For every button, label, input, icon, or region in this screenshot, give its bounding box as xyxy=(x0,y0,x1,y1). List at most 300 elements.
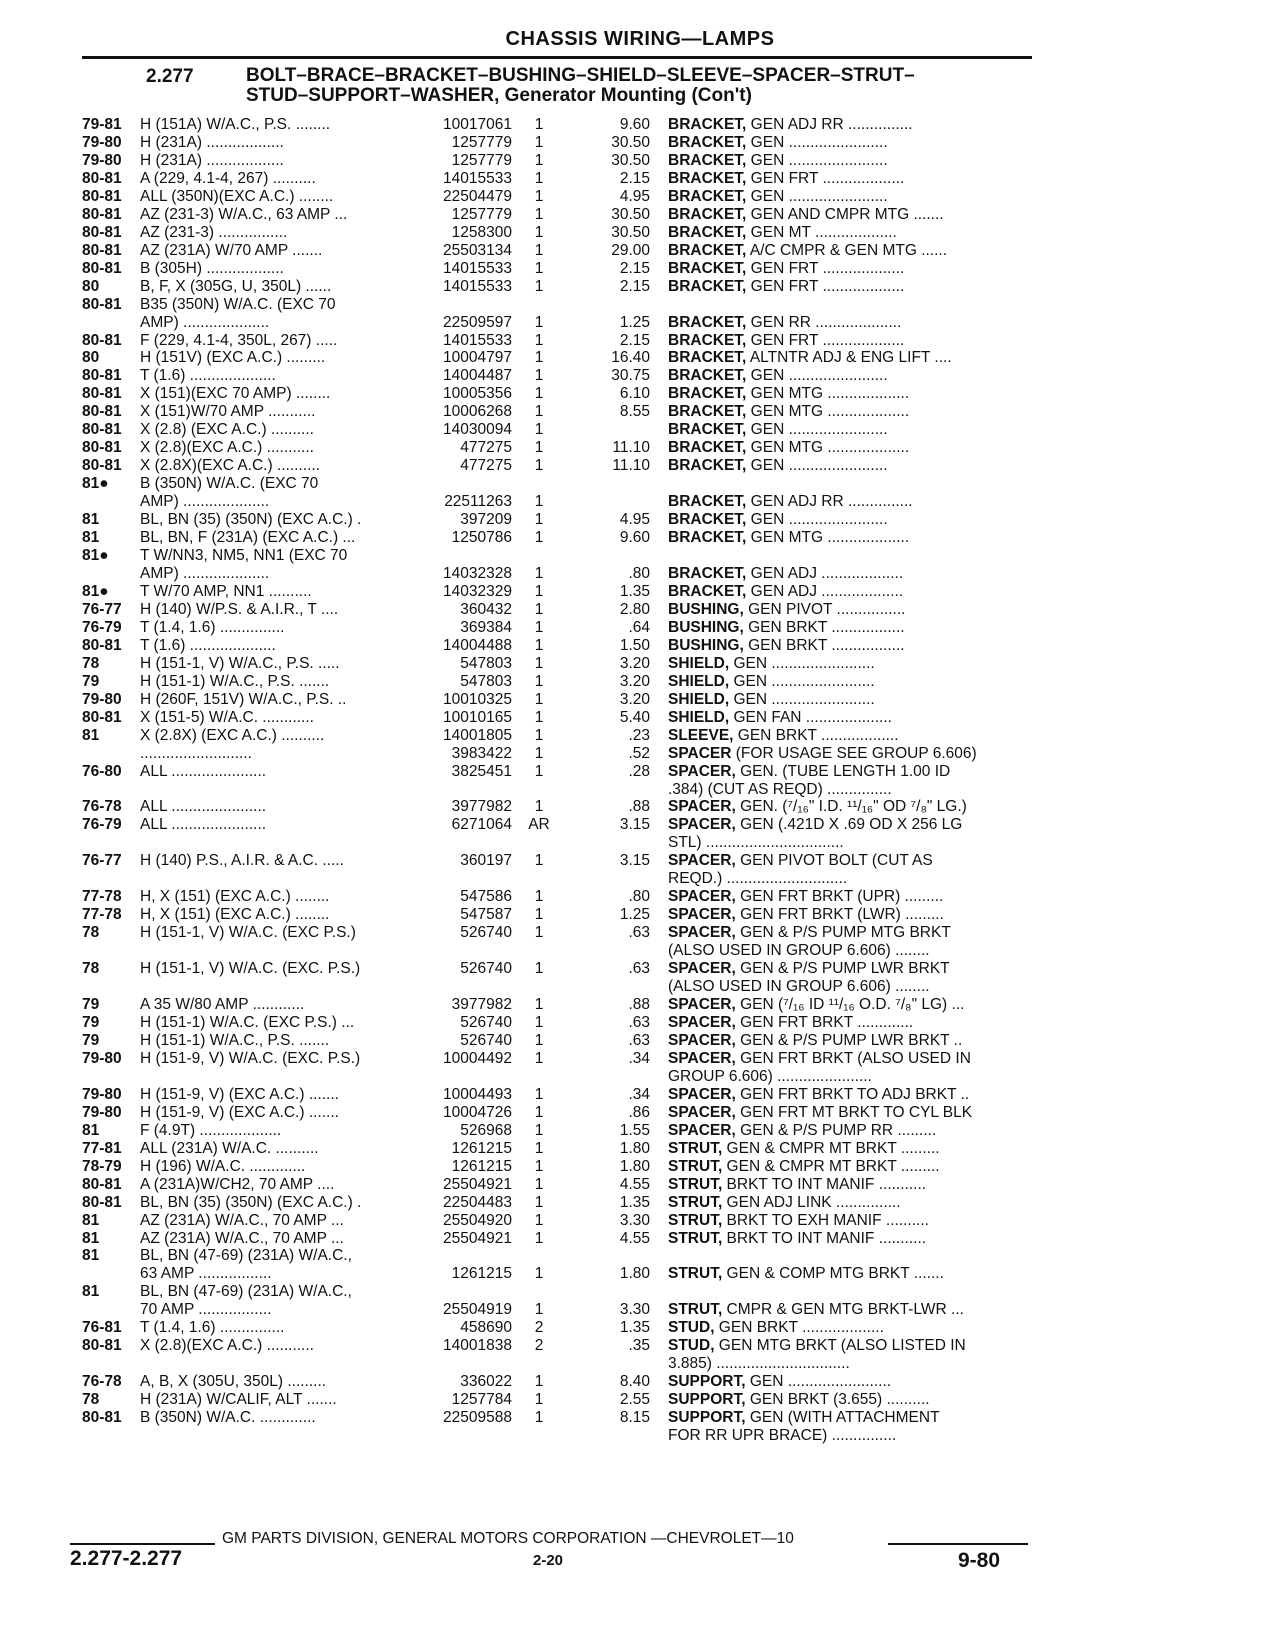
part-number-cell: 1257784 xyxy=(451,1391,512,1409)
application-cell: ALL ...................... xyxy=(140,816,267,834)
year-cell: 80-81 xyxy=(82,1409,122,1427)
part-number-cell: 14004488 xyxy=(443,636,512,654)
part-name-detail: GEN PIVOT BOLT (CUT AS xyxy=(735,852,933,870)
part-name-detail: BRKT TO INT MANIF ........... xyxy=(722,1229,927,1247)
quantity-cell: 1 xyxy=(534,439,544,457)
year-cell: 80-81 xyxy=(82,331,122,349)
part-name-cell xyxy=(668,888,1038,907)
part-number-cell: 336022 xyxy=(460,1373,512,1391)
part-number-cell: 10004492 xyxy=(443,1049,512,1067)
part-name-bold: BRACKET, xyxy=(668,421,747,439)
part-name-bold: SPACER, xyxy=(668,1103,736,1121)
part-name-detail: A/C CMPR & GEN MTG ...... xyxy=(746,241,948,259)
year-cell: 76-81 xyxy=(82,1319,122,1337)
part-name-detail: GEN & COMP MTG BRKT ....... xyxy=(722,1265,944,1283)
part-number-cell: 397209 xyxy=(460,511,512,529)
year-cell: 81 xyxy=(82,511,100,529)
part-name-detail: GEN & CMPR MT BRKT ......... xyxy=(722,1157,940,1175)
part-number-cell: 14015533 xyxy=(443,277,512,295)
quantity-cell: 1 xyxy=(534,996,544,1014)
quantity-cell: 1 xyxy=(534,529,544,547)
application-cell: X (2.8)(EXC A.C.) ........... xyxy=(140,1337,314,1355)
part-name-cell xyxy=(668,834,1038,853)
quantity-cell: 1 xyxy=(534,1085,544,1103)
application-cell: H (140) W/P.S. & A.I.R., T .... xyxy=(140,600,339,618)
part-number-cell: 360432 xyxy=(460,600,512,618)
part-number-cell: 25504921 xyxy=(443,1229,512,1247)
table-row xyxy=(0,1014,1280,1033)
table-row xyxy=(0,1427,1280,1446)
part-name-detail: GEN RR .................... xyxy=(746,313,902,331)
application-cell: AZ (231-3) W/A.C., 63 AMP ... xyxy=(140,205,348,223)
part-name-bold: SLEEVE, xyxy=(668,726,734,744)
year-cell: 77-78 xyxy=(82,906,122,924)
part-name-detail: GEN & P/S PUMP LWR BRKT .. xyxy=(735,1031,963,1049)
year-cell: 80-81 xyxy=(82,223,122,241)
part-name-bold: STRUT, xyxy=(668,1175,723,1193)
year-cell: 80-81 xyxy=(82,385,122,403)
part-number-cell: 10004797 xyxy=(443,349,512,367)
price-cell: 4.95 xyxy=(619,187,650,205)
year-cell: 76-77 xyxy=(82,600,122,618)
quantity-cell: 1 xyxy=(534,1157,544,1175)
application-cell: AMP) .................... xyxy=(140,565,270,582)
part-name-detail: GEN ADJ ................... xyxy=(746,565,904,582)
part-name-detail: 3.885) ............................... xyxy=(668,1355,850,1373)
part-name-cell xyxy=(668,367,1038,386)
application-cell: F (229, 4.1-4, 350L, 267) ..... xyxy=(140,331,338,349)
year-cell: 81● xyxy=(82,547,109,565)
part-name-detail: (FOR USAGE SEE GROUP 6.606) xyxy=(731,744,977,762)
part-name-cell xyxy=(668,996,1038,1015)
part-number-cell: 458690 xyxy=(460,1319,512,1337)
part-name-detail: GEN MTG ................... xyxy=(746,385,910,403)
application-cell: T W/70 AMP, NN1 .......... xyxy=(140,582,312,600)
part-name-bold: SHIELD, xyxy=(668,690,730,708)
part-name-detail: GEN FRT BRKT TO ADJ BRKT .. xyxy=(735,1085,970,1103)
part-number-cell: 22509597 xyxy=(443,313,512,331)
year-cell: 79-80 xyxy=(82,151,122,169)
price-cell: 8.40 xyxy=(619,1373,650,1391)
table-row xyxy=(0,565,1280,584)
application-cell: H, X (151) (EXC A.C.) ........ xyxy=(140,888,330,906)
part-number-cell: 22509588 xyxy=(443,1409,512,1427)
section-title-line1: BOLT–BRACE–BRACKET–BUSHING–SHIELD–SLEEVE–SPACER–STRUT– xyxy=(246,65,915,86)
table-row xyxy=(0,134,1280,153)
table-row xyxy=(0,529,1280,548)
part-name-bold: BRACKET, xyxy=(668,582,747,600)
part-name-detail: GEN ....................... xyxy=(746,133,888,151)
application-cell: B (305H) .................. xyxy=(140,259,284,277)
part-name-cell xyxy=(668,960,1038,979)
part-name-bold: BRACKET, xyxy=(668,313,747,331)
year-cell: 80-81 xyxy=(82,1175,122,1193)
part-number-cell: 10006268 xyxy=(443,403,512,421)
part-name-cell xyxy=(668,1158,1038,1177)
quantity-cell: 1 xyxy=(534,187,544,205)
part-name-detail: GEN ....................... xyxy=(746,511,888,529)
table-row xyxy=(0,924,1280,943)
part-number-cell: 10004493 xyxy=(443,1085,512,1103)
price-cell: 5.40 xyxy=(619,708,650,726)
price-cell: .80 xyxy=(628,565,650,582)
part-name-bold: BUSHING, xyxy=(668,600,744,618)
price-cell: 2.80 xyxy=(619,600,650,618)
part-number-cell: 3983422 xyxy=(451,744,512,762)
part-name-bold: BRACKET, xyxy=(668,277,747,295)
part-number-cell: 22511263 xyxy=(444,493,512,511)
table-row xyxy=(0,781,1280,800)
part-number-cell: 6271064 xyxy=(451,816,512,834)
part-name-detail: GEN ....................... xyxy=(746,151,888,169)
part-name-bold: BRACKET, xyxy=(668,349,747,367)
table-row xyxy=(0,260,1280,279)
part-name-bold: STRUT, xyxy=(668,1211,723,1229)
table-row xyxy=(0,1355,1280,1374)
part-name-cell xyxy=(668,385,1038,404)
quantity-cell: 1 xyxy=(534,1229,544,1247)
part-number-cell: 1257779 xyxy=(451,205,512,223)
part-name-cell xyxy=(668,727,1038,746)
quantity-cell: 1 xyxy=(534,762,544,780)
application-cell: AZ (231A) W/A.C., 70 AMP ... xyxy=(140,1229,344,1247)
part-number-cell: 3825451 xyxy=(451,762,512,780)
application-cell: T W/NN3, NM5, NN1 (EXC 70 xyxy=(140,547,348,565)
quantity-cell: 1 xyxy=(534,223,544,241)
part-name-cell xyxy=(668,403,1038,422)
part-name-cell xyxy=(668,116,1038,135)
quantity-cell: 1 xyxy=(534,385,544,403)
table-row xyxy=(0,1391,1280,1410)
quantity-cell: 1 xyxy=(534,960,544,978)
year-cell: 79-80 xyxy=(82,1049,122,1067)
quantity-cell: 1 xyxy=(534,690,544,708)
part-name-cell xyxy=(668,816,1038,835)
quantity-cell: 1 xyxy=(534,1265,544,1283)
part-number-cell: 14015533 xyxy=(443,259,512,277)
part-name-cell xyxy=(668,691,1038,710)
year-cell: 78-79 xyxy=(82,1157,122,1175)
year-cell: 81● xyxy=(82,475,109,493)
part-number-cell: 14001805 xyxy=(443,726,512,744)
year-cell: 76-80 xyxy=(82,762,122,780)
year-cell: 81● xyxy=(82,582,109,600)
application-cell: .......................... xyxy=(140,744,252,762)
price-cell: 4.55 xyxy=(619,1229,650,1247)
application-cell: BL, BN (35) (350N) (EXC A.C.) . xyxy=(140,511,362,529)
price-cell: .63 xyxy=(628,1031,650,1049)
part-name-detail: GEN. (TUBE LENGTH 1.00 ID xyxy=(735,762,951,780)
table-row xyxy=(0,906,1280,925)
application-cell: A (229, 4.1-4, 267) .......... xyxy=(140,169,316,187)
table-row xyxy=(0,1283,1280,1302)
quantity-cell: 1 xyxy=(534,259,544,277)
part-name-detail: GEN MTG BRKT (ALSO LISTED IN xyxy=(714,1337,966,1355)
part-name-cell xyxy=(668,852,1038,871)
part-number-cell: 547587 xyxy=(460,906,512,924)
part-name-bold: SPACER, xyxy=(668,1121,736,1139)
price-cell: 9.60 xyxy=(619,116,650,133)
price-cell: 1.35 xyxy=(619,1193,650,1211)
part-name-cell xyxy=(668,745,1038,764)
part-name-cell xyxy=(668,314,1038,333)
table-row xyxy=(0,852,1280,871)
part-name-cell xyxy=(668,529,1038,548)
part-name-detail: GEN ........................ xyxy=(729,654,875,672)
year-cell: 80-81 xyxy=(82,169,122,187)
part-number-cell: 14004487 xyxy=(443,367,512,385)
table-row xyxy=(0,583,1280,602)
application-cell: H (151-1) W/A.C. (EXC P.S.) ... xyxy=(140,1014,355,1031)
table-row xyxy=(0,1086,1280,1105)
application-cell: H (151-1) W/A.C., P.S. ....... xyxy=(140,672,330,690)
table-row xyxy=(0,421,1280,440)
part-name-bold: SPACER, xyxy=(668,1014,736,1031)
header-rule xyxy=(82,56,1032,59)
part-name-bold: STRUT, xyxy=(668,1265,723,1283)
table-row xyxy=(0,170,1280,189)
year-cell: 76-79 xyxy=(82,618,122,636)
application-cell: X (151)(EXC 70 AMP) ........ xyxy=(140,385,331,403)
part-name-detail: GEN BRKT (3.655) .......... xyxy=(745,1391,930,1409)
application-cell: H (140) P.S., A.I.R. & A.C. ..... xyxy=(140,852,344,870)
part-name-cell xyxy=(668,278,1038,297)
part-name-bold: SPACER, xyxy=(668,924,736,942)
part-number-cell: 25504919 xyxy=(443,1301,512,1319)
part-name-cell xyxy=(668,1086,1038,1105)
part-name-cell xyxy=(668,1337,1038,1356)
price-cell: 9.60 xyxy=(619,529,650,547)
part-name-bold: BRACKET, xyxy=(668,241,747,259)
table-row xyxy=(0,1140,1280,1159)
year-cell: 81 xyxy=(82,726,100,744)
part-name-bold: STRUT, xyxy=(668,1301,723,1319)
part-name-bold: BRACKET, xyxy=(668,223,747,241)
part-number-cell: 526740 xyxy=(460,960,512,978)
part-name-detail: GEN ........................ xyxy=(729,690,875,708)
price-cell: .63 xyxy=(628,924,650,942)
quantity-cell: 1 xyxy=(534,744,544,762)
table-row xyxy=(0,1319,1280,1338)
part-name-cell xyxy=(668,170,1038,189)
application-cell: H (151-9, V) W/A.C. (EXC. P.S.) xyxy=(140,1049,361,1067)
table-row xyxy=(0,637,1280,656)
application-cell: X (2.8)(EXC A.C.) ........... xyxy=(140,439,314,457)
quantity-cell: 1 xyxy=(534,1301,544,1319)
table-row xyxy=(0,403,1280,422)
part-number-cell: 526740 xyxy=(460,924,512,942)
application-cell: H (151-1, V) W/A.C., P.S. ..... xyxy=(140,654,340,672)
table-row xyxy=(0,332,1280,351)
part-name-bold: BUSHING, xyxy=(668,618,744,636)
year-cell: 79-80 xyxy=(82,1103,122,1121)
part-name-bold: SPACER xyxy=(668,744,732,762)
part-name-cell xyxy=(668,709,1038,728)
part-name-cell xyxy=(668,1104,1038,1123)
quantity-cell: 1 xyxy=(534,133,544,151)
section-title xyxy=(246,66,1036,106)
year-cell: 81 xyxy=(82,1211,100,1229)
year-cell: 81 xyxy=(82,529,100,547)
part-number-cell: 477275 xyxy=(460,439,512,457)
quantity-cell: 1 xyxy=(534,349,544,367)
part-name-cell xyxy=(668,206,1038,225)
quantity-cell: 1 xyxy=(534,1049,544,1067)
application-cell: T (1.4, 1.6) ............... xyxy=(140,618,285,636)
part-name-bold: SHIELD, xyxy=(668,708,730,726)
year-cell: 79 xyxy=(82,1031,100,1049)
price-cell: 1.35 xyxy=(619,582,650,600)
table-row xyxy=(0,116,1280,135)
table-row xyxy=(0,511,1280,530)
application-cell: ALL (350N)(EXC A.C.) ........ xyxy=(140,187,334,205)
table-row xyxy=(0,457,1280,476)
price-cell: 1.80 xyxy=(619,1265,650,1283)
part-name-detail: GEN PIVOT ................ xyxy=(743,600,906,618)
price-cell: .28 xyxy=(628,762,650,780)
application-cell: 63 AMP ................. xyxy=(140,1265,272,1283)
table-row xyxy=(0,1230,1280,1249)
part-name-detail: GEN MTG ................... xyxy=(746,403,910,421)
part-name-detail: GEN BRKT ................. xyxy=(743,636,905,654)
part-number-cell: 1250786 xyxy=(451,529,512,547)
application-cell: B35 (350N) W/A.C. (EXC 70 xyxy=(140,295,336,313)
part-name-cell xyxy=(668,601,1038,620)
footer-rule-left xyxy=(70,1543,215,1545)
section-number: 2.277 xyxy=(146,66,194,87)
application-cell: H (151-9, V) (EXC A.C.) ....... xyxy=(140,1085,339,1103)
part-number-cell: 10005356 xyxy=(443,385,512,403)
price-cell: 3.15 xyxy=(619,852,650,870)
price-cell: 1.35 xyxy=(619,1319,650,1337)
year-cell: 80-81 xyxy=(82,367,122,385)
price-cell: 1.55 xyxy=(619,1121,650,1139)
part-name-detail: FOR RR UPR BRACE) ............... xyxy=(668,1427,897,1445)
quantity-cell: 1 xyxy=(534,1409,544,1427)
part-name-cell xyxy=(668,619,1038,638)
part-number-cell: 14032328 xyxy=(443,565,512,582)
part-number-cell: 10004726 xyxy=(443,1103,512,1121)
price-cell: 1.50 xyxy=(619,636,650,654)
part-name-cell xyxy=(668,1301,1038,1320)
table-row xyxy=(0,1050,1280,1069)
part-name-detail: GEN (WITH ATTACHMENT xyxy=(745,1409,940,1427)
part-name-bold: SUPPORT, xyxy=(668,1409,746,1427)
part-number-cell: 25504921 xyxy=(443,1175,512,1193)
table-row xyxy=(0,1104,1280,1123)
year-cell: 77-78 xyxy=(82,888,122,906)
quantity-cell: 1 xyxy=(534,367,544,385)
part-name-cell xyxy=(668,1014,1038,1033)
table-row xyxy=(0,1373,1280,1392)
part-number-cell: 10010325 xyxy=(443,690,512,708)
part-name-detail: GEN FRT ................... xyxy=(746,169,905,187)
part-name-cell xyxy=(668,1032,1038,1051)
application-cell: H (151-1, V) W/A.C. (EXC P.S.) xyxy=(140,924,356,942)
application-cell: B (350N) W/A.C. ............. xyxy=(140,1409,316,1427)
table-row xyxy=(0,1409,1280,1428)
price-cell: 11.10 xyxy=(612,439,650,457)
application-cell: X (151-5) W/A.C. ............ xyxy=(140,708,314,726)
part-number-cell: 14001838 xyxy=(443,1337,512,1355)
quantity-cell: 1 xyxy=(534,852,544,870)
part-name-bold: BRACKET, xyxy=(668,331,747,349)
part-number-cell: 14015533 xyxy=(443,169,512,187)
table-row xyxy=(0,475,1280,494)
part-name-bold: SUPPORT, xyxy=(668,1373,746,1391)
part-name-cell xyxy=(668,332,1038,351)
application-cell: 70 AMP ................. xyxy=(140,1301,272,1319)
year-cell: 76-78 xyxy=(82,1373,122,1391)
part-name-detail: GEN ....................... xyxy=(746,367,888,385)
application-cell: X (2.8X) (EXC A.C.) .......... xyxy=(140,726,325,744)
table-row xyxy=(0,1301,1280,1320)
quantity-cell: 1 xyxy=(534,1139,544,1157)
part-name-cell xyxy=(668,134,1038,153)
part-name-cell xyxy=(668,924,1038,943)
part-name-bold: SPACER, xyxy=(668,996,736,1014)
quantity-cell: 1 xyxy=(534,331,544,349)
year-cell: 78 xyxy=(82,654,100,672)
part-name-bold: SPACER, xyxy=(668,906,736,924)
part-name-cell xyxy=(668,1068,1038,1087)
part-name-detail: GEN ADJ RR ............... xyxy=(746,116,913,133)
application-cell: AMP) .................... xyxy=(140,313,270,331)
part-name-cell xyxy=(668,152,1038,171)
year-cell: 80-81 xyxy=(82,205,122,223)
application-cell: T (1.6) .................... xyxy=(140,636,276,654)
part-number-cell: 1257779 xyxy=(451,133,512,151)
table-row xyxy=(0,763,1280,782)
application-cell: A 35 W/80 AMP ............ xyxy=(140,996,305,1014)
part-number-cell: 14032329 xyxy=(443,582,512,600)
part-name-cell xyxy=(668,673,1038,692)
part-name-detail: GEN FRT BRKT (UPR) ......... xyxy=(735,888,944,906)
part-name-bold: SPACER, xyxy=(668,1031,736,1049)
part-name-bold: BRACKET, xyxy=(668,169,747,187)
table-row xyxy=(0,1032,1280,1051)
quantity-cell: 1 xyxy=(534,421,544,439)
quantity-cell: 1 xyxy=(534,906,544,924)
part-name-bold: SPACER, xyxy=(668,960,736,978)
part-name-detail: GEN FRT BRKT (ALSO USED IN xyxy=(735,1049,971,1067)
table-row xyxy=(0,870,1280,889)
part-name-bold: BRACKET, xyxy=(668,439,747,457)
part-name-detail: GROUP 6.606) ...................... xyxy=(668,1067,872,1085)
year-cell: 79 xyxy=(82,996,100,1014)
part-number-cell: 10010165 xyxy=(443,708,512,726)
application-cell: H (151-1, V) W/A.C. (EXC. P.S.) xyxy=(140,960,361,978)
application-cell: X (151)W/70 AMP ........... xyxy=(140,403,316,421)
price-cell: 16.40 xyxy=(611,349,650,367)
part-name-detail: CMPR & GEN MTG BRKT-LWR ... xyxy=(722,1301,964,1319)
application-cell: H (196) W/A.C. ............. xyxy=(140,1157,306,1175)
footer-section-range: 2.277-2.277 xyxy=(70,1547,183,1570)
quantity-cell: 1 xyxy=(534,1193,544,1211)
quantity-cell: 1 xyxy=(534,116,544,133)
price-cell: 1.25 xyxy=(619,313,650,331)
year-cell: 79 xyxy=(82,672,100,690)
quantity-cell: 1 xyxy=(534,672,544,690)
part-name-bold: SPACER, xyxy=(668,762,736,780)
price-cell: .52 xyxy=(628,744,650,762)
part-name-cell xyxy=(668,188,1038,207)
quantity-cell: 1 xyxy=(534,151,544,169)
part-name-bold: STRUT, xyxy=(668,1193,723,1211)
part-name-bold: BRACKET, xyxy=(668,259,747,277)
year-cell: 81 xyxy=(82,1283,100,1301)
quantity-cell: 1 xyxy=(534,169,544,187)
